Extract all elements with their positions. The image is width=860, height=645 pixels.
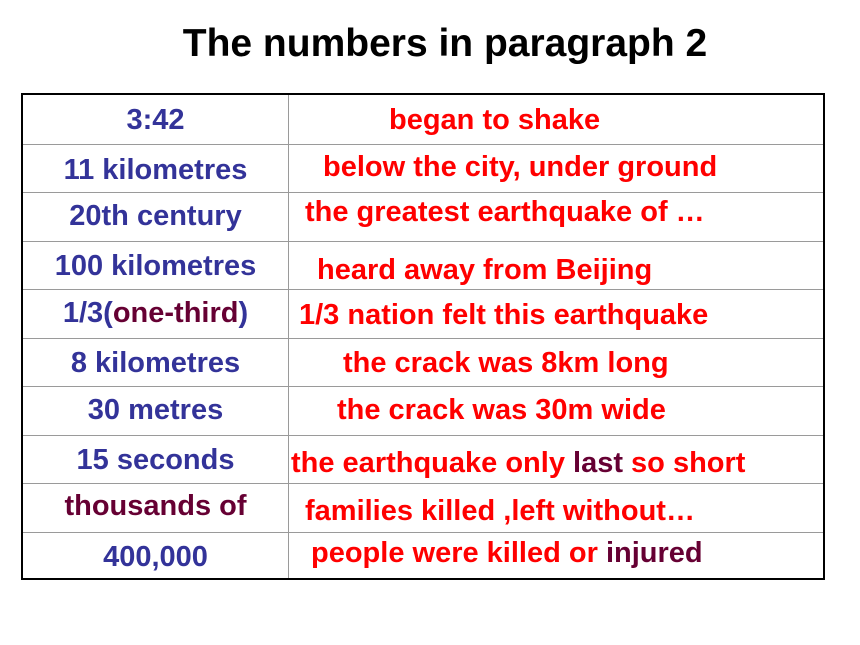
number-cell: 11 kilometres	[63, 153, 248, 186]
meaning-cell: people were killed or injured	[311, 536, 703, 569]
highlighted-text: one-third	[112, 297, 239, 329]
page-title: The numbers in paragraph 2	[182, 22, 708, 65]
table-row	[23, 483, 823, 533]
meaning-cell: families killed ,left without…	[305, 495, 695, 527]
number-cell: 1/3(one-third)	[62, 297, 249, 329]
number-cell: 8 kilometres	[70, 346, 241, 379]
table-row	[23, 435, 823, 485]
table-row	[23, 338, 823, 388]
meaning-cell: the greatest earthquake of …	[305, 196, 705, 228]
number-cell: 100 kilometres	[54, 249, 257, 282]
meaning-cell: the crack was 30m wide	[337, 394, 666, 426]
meaning-cell: the crack was 8km long	[343, 346, 669, 379]
table-row	[23, 386, 823, 436]
table-row	[23, 532, 823, 582]
number-cell: 400,000	[103, 540, 208, 573]
number-cell: thousands of	[64, 490, 247, 522]
meaning-cell: below the city, under ground	[323, 150, 718, 183]
meaning-cell: 1/3 nation felt this earthquake	[299, 299, 709, 331]
number-cell: 3:42	[126, 104, 185, 136]
number-cell: 15 seconds	[76, 443, 235, 476]
table-row	[23, 95, 823, 144]
meaning-cell: began to shake	[389, 104, 601, 136]
number-cell: 30 metres	[87, 394, 224, 426]
meaning-cell: heard away from Beijing	[317, 253, 653, 286]
table-row	[23, 144, 823, 194]
table-row	[23, 241, 823, 291]
numbers-table	[21, 93, 825, 580]
number-cell: 20th century	[69, 200, 242, 232]
table-row	[23, 192, 823, 242]
table-row	[23, 289, 823, 339]
highlighted-text: last	[573, 446, 623, 479]
meaning-cell: the earthquake only last so short	[291, 446, 746, 479]
highlighted-text: injured	[605, 536, 703, 569]
